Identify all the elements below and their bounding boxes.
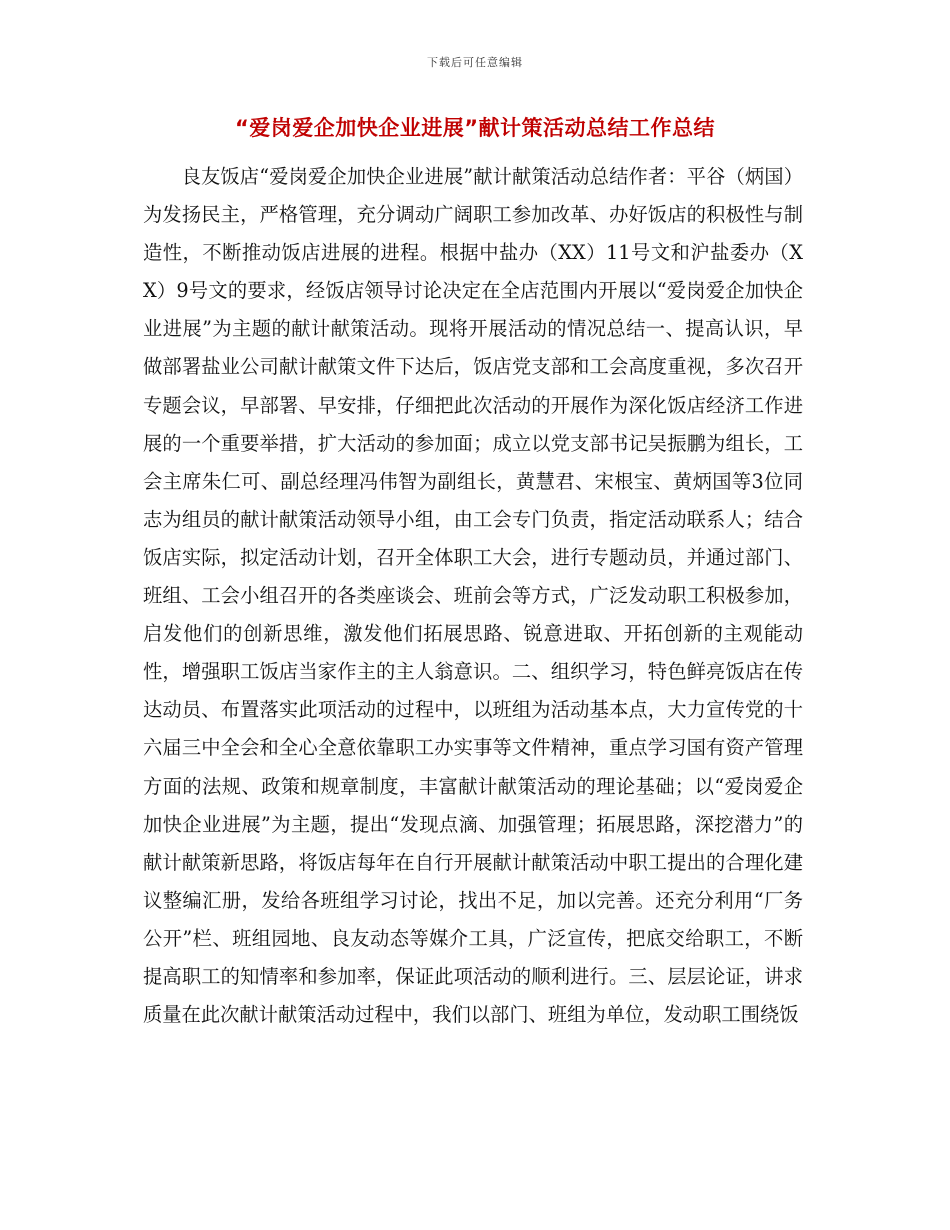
document-body: 良友饭店“爱岗爱企加快企业进展”献计献策活动总结作者：平谷（炳国）为发扬民主，严格管理，充分调动广阔职工参加改革、办好饭店的积极性与制造性，不断推动饭店进展的进程。根据中盐办（XX）11号文和沪盐委办（XX）9号文的要求，经饭店领导讨论决定在全店范围内开展以“爱岗爱企加快企业进展”为主题的献计献策活动。现将开展活动的情况总结一、提高认识，早做部署盐业公司献计献策文件下达后，饭店党支部和工会高度重视，多次召开专题会议，早部署、早安排，仔细把此次活动的开展作为深化饭店经济工作进展的一个重要举措，扩大活动的参加面；成立以党支部书记吴振鹏为组长，工会主席朱仁可、副总经理冯伟智为副组长，黄慧君、宋根宝、黄炳国等3位同志为组员的献计献策活动领导小组，由工会专门负责，指定活动联系人；结合饭店实际，拟定活动计划，召开全体职工大会，进行专题动员，并通过部门、班组、工会小组召开的各类座谈会、班前会等方式，广泛发动职工积极参加，启发他们的创新思维，激发他们拓展思路、锐意进取、开拓创新的主观能动性，增强职工饭店当家作主的主人翁意识。二、组织学习，特色鲜亮饭店在传达动员、布置落实此项活动的过程中，以班组为活动基本点，大力宣传党的十六届三中全会和全心全意依靠职工办实事等文件精神，重点学习国有资产管理方面的法规、政策和规章制度，丰富献计献策活动的理论基础；以“爱岗爱企加快企业进展”为主题，提出“发现点滴、加强管理；拓展思路，深挖潜力”的献计献策新思路，将饭店每年在自行开展献计献策活动中职工提出的合理化建议整编汇册，发给各班组学习讨论，找出不足，加以完善。还充分利用“厂务公开”栏、班组园地、良友动态等媒介工具，广泛宣传，把底交给职工，不断提高职工的知情率和参加率，保证此项活动的顺利进行。三、层层论证，讲求质量在此次献计献策活动过程中，我们以部门、班组为单位，发动职工围绕饭	[143, 165, 803, 1027]
document-title: “爱岗爱企加快企业进展”献计策活动总结工作总结	[234, 116, 716, 140]
page-header: 下载后可任意编辑	[427, 56, 523, 69]
